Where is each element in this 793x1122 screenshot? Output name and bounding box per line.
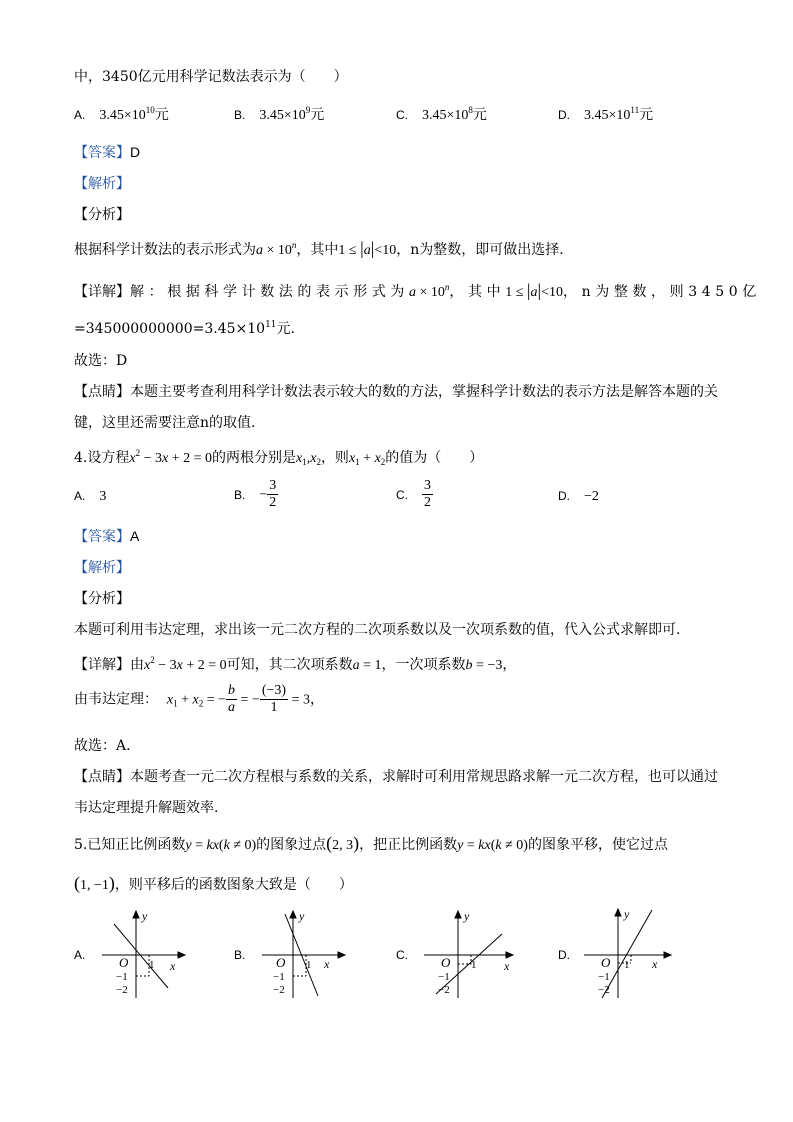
q5-stem-2: (1, −1)，则平移后的函数图象大致是（ ） [74, 873, 353, 893]
label-minus2: −2 [598, 984, 610, 996]
label-minus2: −2 [116, 984, 128, 996]
q3-option-d[interactable] [558, 104, 653, 124]
fraction-minus3-over-1: $\frac{(-3)}{1}$ [261, 683, 287, 715]
label-origin: O [276, 955, 286, 970]
label-one: 1 [624, 959, 630, 971]
label-minus1: −1 [438, 971, 450, 983]
text-part: 本题主要考查利用科学计数法表示较大的数的方法，掌握科学计数法的表示方法是解答本题的关 [130, 384, 718, 400]
answer-tag: 【答案】 [74, 529, 130, 545]
q4-option-a[interactable] [74, 488, 106, 505]
q5-option-b[interactable]: B. [234, 948, 246, 962]
text-part: ，其中 [296, 242, 339, 258]
text-part: ，则平移后的函数图象大致是（ ） [114, 877, 353, 893]
text-part: 的值为（ ） [385, 450, 484, 466]
q3-option-b[interactable] [234, 104, 324, 124]
text-part: ，一次项系数 [381, 657, 466, 673]
text-part: 设方程 [87, 450, 130, 466]
fraction: $\frac{3}{2}$ [424, 478, 431, 510]
q3-fenxi-tag: 【分析】 [74, 207, 130, 223]
option-unit: 元 [472, 107, 487, 123]
label-x: x [324, 957, 330, 971]
text-part: 本题考查一元二次方程根与系数的关系，求解时可利用常规思路求解一元二次方程，也可以通过 [130, 769, 718, 785]
option-value: 3 [99, 489, 107, 504]
q4-option-c[interactable] [396, 478, 433, 511]
label-one: 1 [471, 959, 477, 971]
answer-value: A [130, 528, 140, 544]
label-minus1: −1 [273, 971, 285, 983]
q3-jiexi-tag: 【解析】 [74, 176, 130, 192]
option-label: B. [234, 487, 246, 502]
option-value: −2 [584, 489, 599, 504]
text-part: 的图象平移，使它过点 [527, 837, 668, 853]
q4-dianjing-2: 韦达定理提升解题效率. [74, 800, 219, 816]
dianjing-tag: 【点睛】 [74, 384, 130, 400]
q5-graph-d[interactable] [580, 900, 680, 1000]
option-unit: 元 [310, 107, 325, 123]
question-number: 5. [74, 837, 88, 853]
q4-fenxi-tag: 【分析】 [74, 591, 130, 607]
label-minus1: −1 [116, 971, 128, 983]
label-x: x [504, 959, 510, 973]
q5-graph-c[interactable] [420, 904, 520, 1000]
option-base: ×10 [446, 108, 469, 123]
option-exponent: 11 [630, 105, 640, 115]
label-minus2: −2 [273, 984, 285, 996]
xiangjie-tag: 【详解】 [74, 657, 130, 673]
option-exponent: 8 [468, 105, 473, 115]
text-part: ，把正比例函数 [359, 837, 458, 853]
text-part: ，n为整数，则3450亿 [563, 284, 761, 300]
text-part: 元. [276, 321, 295, 337]
option-unit: 元 [154, 107, 169, 123]
label-y: y [142, 909, 148, 923]
option-label: D. [558, 489, 570, 503]
q3-option-a[interactable] [74, 104, 169, 124]
label-minus2: −2 [438, 984, 450, 996]
label-y: y [624, 907, 630, 921]
fraction: $\frac{3}{2}$ [269, 478, 277, 510]
q3-result [74, 318, 295, 338]
xiangjie-tag: 【详解】 [74, 284, 130, 300]
q5-stem-1: 5.已知正比例函数y = kx(k ≠ 0)的图象过点(2, 3)，把正比例函数y = kx(k ≠ 0)的图象平移，使它过点 [74, 833, 668, 853]
label-one: 1 [149, 959, 155, 971]
q3-guxuan: 故选：D [74, 353, 128, 369]
text-part: 的图象过点 [256, 837, 327, 853]
q4-answer [74, 526, 139, 546]
label-origin: O [601, 955, 611, 970]
option-label: B. [234, 108, 246, 122]
label-y: y [299, 909, 305, 923]
label-x: x [170, 959, 176, 973]
q4-weida: 由韦达定理： $x_1 + x_2$ = − $\frac{b}{a}$ = − $\frac{(-3)}{1}$ = 3， [74, 683, 324, 715]
text-part: 已知正比例函数 [87, 837, 186, 853]
option-label: C. [396, 487, 408, 502]
q4-option-d[interactable] [558, 488, 599, 505]
q5-option-c[interactable]: C. [396, 948, 408, 962]
text-part: ，则 [320, 450, 349, 466]
text-part: ， [502, 657, 517, 673]
q3-dianjing-2: 键，这里还需要注意n的取值. [74, 415, 256, 431]
option-base: ×10 [123, 108, 146, 123]
text-part: 根据科学计数法的表示形式为 [74, 242, 256, 258]
q3-fenxi-text: 根据科学计数法的表示形式为$a \times 10^n$，其中1 ≤ |a|<10，n为整数，即可做出选择. [74, 238, 564, 258]
q3-option-c[interactable] [396, 104, 487, 124]
label-y: y [464, 909, 470, 923]
text-part: 的两根分别是 [212, 450, 296, 466]
label-origin: O [441, 955, 451, 970]
q3-answer [74, 142, 140, 162]
label-origin: O [119, 955, 129, 970]
text-part: =345000000000=3.45×10 [74, 321, 266, 337]
option-exponent: 10 [145, 105, 155, 115]
option-mantissa: 3.45 [584, 108, 609, 123]
q4-xiangjie: 【详解】由$x^2 - 3x + 2 = 0$可知，其二次项系数a = 1，一次项系数b = −3， [74, 655, 517, 673]
q4-fenxi: 本题可利用韦达定理，求出该一元二次方程的二次项系数以及一次项系数的值，代入公式求解即可. [74, 622, 681, 638]
option-label: D. [558, 108, 570, 122]
q4-dianjing-1 [74, 766, 718, 786]
q5-graph-a[interactable] [98, 904, 194, 1000]
text-part: 由韦达定理： [74, 691, 158, 708]
option-exponent: 9 [305, 105, 311, 115]
fraction-b-over-a: $\frac{b}{a}$ [228, 683, 236, 715]
q5-graph-b[interactable] [258, 904, 354, 1000]
q4-guxuan: 故选：A. [74, 738, 131, 754]
q3-xiangjie-text: 【详解】解：根据科学计数法的表示形式为$a \times 10^n$，其中1 ≤ |a|<10，n为整数，则3450亿 [74, 280, 761, 300]
label-minus1: −1 [598, 971, 610, 983]
dianjing-tag: 【点睛】 [74, 769, 130, 785]
answer-tag: 【答案】 [74, 145, 130, 161]
result-exponent: 11 [265, 320, 277, 330]
text-part: 由 [130, 657, 144, 673]
option-label: C. [396, 108, 408, 122]
text-part: 解：根据科学计数法的表示形式为 [130, 284, 409, 300]
option-mantissa: 3.45 [99, 108, 124, 123]
text-part: ，n为整数，即可做出选择. [396, 242, 564, 258]
option-unit: 元 [639, 107, 654, 123]
option-label: A. [74, 108, 86, 122]
option-mantissa: 3.45 [259, 108, 284, 123]
q4-stem: 4.设方程$x^2 - 3x + 2 = 0$的两根分别是$x_1,x_2$，则$x_1 + x_2$的值为（ ） [74, 448, 484, 467]
answer-value: D [130, 144, 141, 160]
q5-option-a[interactable]: A. [74, 948, 86, 962]
q5-option-d[interactable]: D. [558, 948, 570, 962]
q4-option-b[interactable]: B. − $\frac{3}{2}$ [234, 478, 277, 510]
q4-jiexi-tag: 【解析】 [74, 560, 130, 576]
text-part: ，其中 [449, 284, 506, 300]
label-x: x [652, 957, 658, 971]
option-mantissa: 3.45 [422, 108, 447, 123]
text-part: 可知，其二次项系数 [226, 657, 353, 673]
q3-stem: 中，3450亿元用科学记数法表示为（ ） [74, 69, 348, 85]
option-base: ×10 [608, 108, 631, 123]
q3-dianjing-1 [74, 381, 718, 401]
question-number: 4. [74, 450, 88, 466]
label-one: 1 [306, 959, 312, 971]
option-label: A. [74, 489, 86, 503]
option-base: ×10 [283, 108, 306, 123]
